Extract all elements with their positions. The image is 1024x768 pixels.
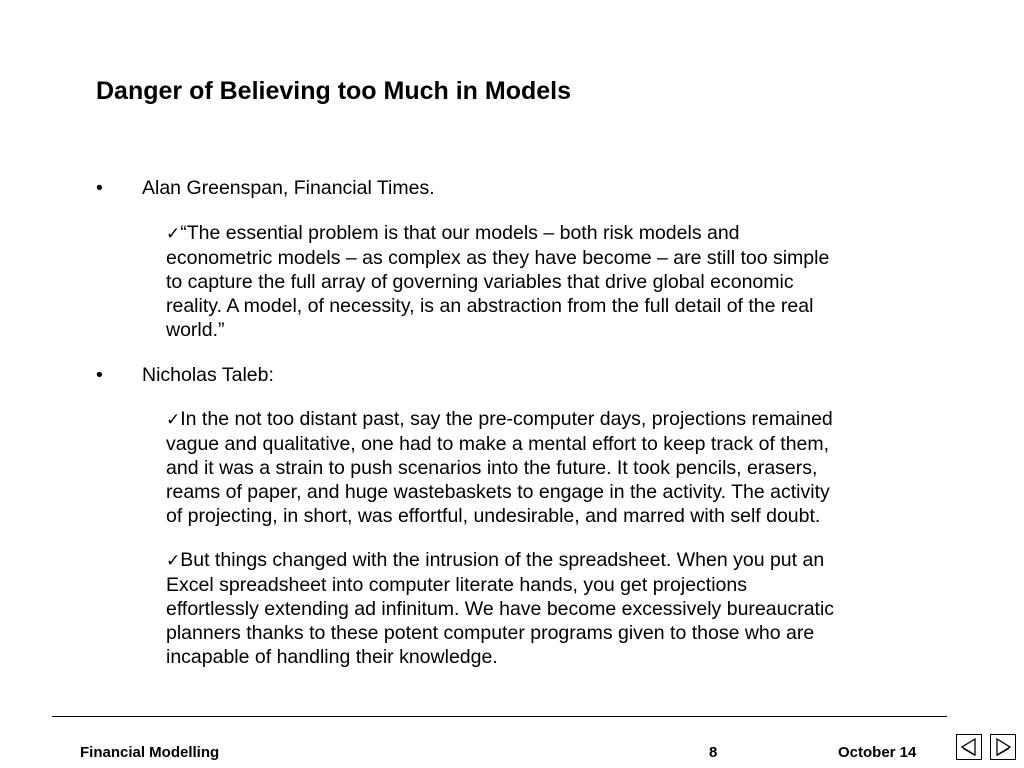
footer-title: Financial Modelling: [80, 744, 220, 761]
triangle-right-icon: [991, 735, 1015, 759]
sub-item-line: effortlessly extending ad infinitum. We have become excessively bureaucratic: [166, 598, 835, 620]
checkmark-icon: ✓: [166, 551, 181, 571]
checkmark-icon: ✓: [166, 410, 181, 430]
bullet-text: Alan Greenspan, Financial Times.: [142, 177, 435, 199]
bullet-text: Nicholas Taleb:: [142, 364, 274, 386]
sub-item-line: econometric models – as complex as they have become – are still too simple: [166, 247, 830, 269]
slide-title: Danger of Believing too Much in Models: [96, 77, 572, 105]
page-number: 8: [709, 744, 718, 761]
bullet-item: [96, 176, 435, 200]
sub-item-line: vague and qualitative, one had to make a mental effort to keep track of them,: [166, 433, 830, 455]
sub-item-line: Excel spreadsheet into computer literate hands, you get projections: [166, 574, 748, 596]
sub-item-line: and it was a strain to push scenarios into the future. It took pencils, erasers,: [166, 457, 818, 479]
sub-item-line: planners thanks to these potent computer programs given to those who are: [166, 622, 815, 644]
footer-divider: [52, 716, 947, 717]
sub-item: [166, 548, 966, 669]
sub-item-line: reams of paper, and huge wastebaskets to engage in the activity. The activity: [166, 481, 830, 503]
sub-item-line: ✓In the not too distant past, say the pre-computer days, projections remained: [166, 408, 833, 430]
sub-item-line: to capture the full array of governing variables that drive global economic: [166, 271, 794, 293]
sub-item-line: incapable of handling their knowledge.: [166, 646, 498, 668]
next-slide-button[interactable]: [990, 734, 1016, 760]
sub-item-line: reality. A model, of necessity, is an abstraction from the full detail of the real: [166, 295, 814, 317]
bullet-marker: •: [96, 364, 103, 386]
checkmark-icon: ✓: [166, 224, 181, 244]
sub-item-line: ✓But things changed with the intrusion of the spreadsheet. When you put an: [166, 549, 825, 571]
sub-item-line: world.”: [166, 319, 225, 341]
bullet-item: [96, 363, 274, 387]
sub-item: [166, 221, 966, 342]
sub-item-line: ✓“The essential problem is that our models – both risk models and: [166, 222, 740, 244]
sub-item: [166, 407, 966, 528]
previous-slide-button[interactable]: [956, 734, 982, 760]
footer-date: October 14: [838, 744, 917, 761]
sub-item-line: of projecting, in short, was effortful, undesirable, and marred with self doubt.: [166, 505, 821, 527]
bullet-marker: •: [96, 177, 103, 199]
triangle-left-icon: [957, 735, 981, 759]
